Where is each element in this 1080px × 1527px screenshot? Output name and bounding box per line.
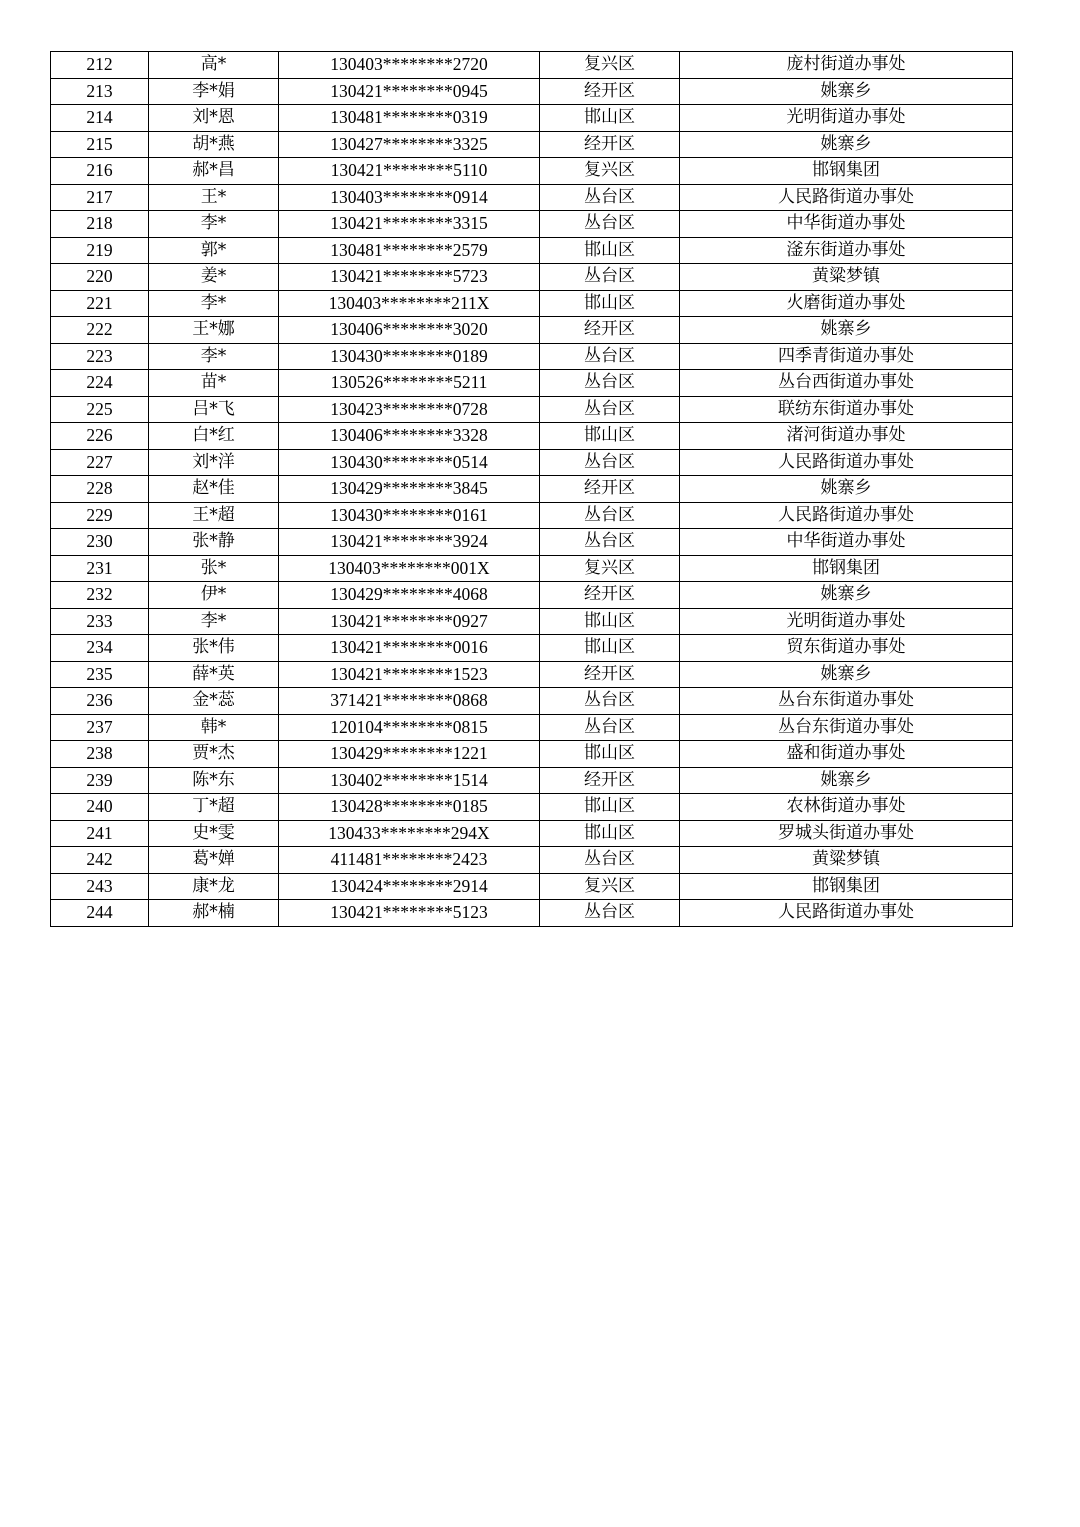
district-cell: 经开区 — [540, 78, 680, 105]
id-number-cell: 130421********5123 — [279, 900, 540, 927]
district-cell: 丛台区 — [540, 396, 680, 423]
unit-cell: 罗城头街道办事处 — [680, 820, 1013, 847]
unit-cell: 姚寨乡 — [680, 582, 1013, 609]
row-number-cell: 242 — [51, 847, 149, 874]
district-cell: 邯山区 — [540, 423, 680, 450]
district-cell: 丛台区 — [540, 529, 680, 556]
name-cell: 史*雯 — [149, 820, 279, 847]
id-number-cell: 130402********1514 — [279, 767, 540, 794]
id-number-cell: 130427********3325 — [279, 131, 540, 158]
id-number-cell: 130406********3020 — [279, 317, 540, 344]
row-number-cell: 215 — [51, 131, 149, 158]
unit-cell: 光明街道办事处 — [680, 105, 1013, 132]
table-row — [51, 688, 1013, 715]
district-cell: 邯山区 — [540, 105, 680, 132]
name-cell: 王*娜 — [149, 317, 279, 344]
table-row — [51, 582, 1013, 609]
unit-cell: 邯钢集团 — [680, 873, 1013, 900]
id-number-cell: 130481********2579 — [279, 237, 540, 264]
id-number-cell: 130403********211X — [279, 290, 540, 317]
row-number-cell: 220 — [51, 264, 149, 291]
unit-cell: 滏东街道办事处 — [680, 237, 1013, 264]
name-cell: 薛*英 — [149, 661, 279, 688]
row-number-cell: 222 — [51, 317, 149, 344]
table-row — [51, 158, 1013, 185]
row-number-cell: 219 — [51, 237, 149, 264]
id-number-cell: 130429********4068 — [279, 582, 540, 609]
table-row — [51, 370, 1013, 397]
district-cell: 丛台区 — [540, 211, 680, 238]
roster-table — [50, 51, 1013, 927]
district-cell: 丛台区 — [540, 370, 680, 397]
unit-cell: 姚寨乡 — [680, 78, 1013, 105]
id-number-cell: 371421********0868 — [279, 688, 540, 715]
name-cell: 李* — [149, 211, 279, 238]
district-cell: 复兴区 — [540, 52, 680, 79]
district-cell: 邯山区 — [540, 820, 680, 847]
unit-cell: 邯钢集团 — [680, 158, 1013, 185]
name-cell: 姜* — [149, 264, 279, 291]
id-number-cell: 130429********1221 — [279, 741, 540, 768]
row-number-cell: 240 — [51, 794, 149, 821]
unit-cell: 人民路街道办事处 — [680, 900, 1013, 927]
unit-cell: 人民路街道办事处 — [680, 502, 1013, 529]
name-cell: 李* — [149, 343, 279, 370]
district-cell: 丛台区 — [540, 184, 680, 211]
unit-cell: 丛台西街道办事处 — [680, 370, 1013, 397]
district-cell: 邯山区 — [540, 290, 680, 317]
row-number-cell: 226 — [51, 423, 149, 450]
name-cell: 郝*楠 — [149, 900, 279, 927]
name-cell: 刘*恩 — [149, 105, 279, 132]
unit-cell: 中华街道办事处 — [680, 211, 1013, 238]
name-cell: 张* — [149, 555, 279, 582]
table-row — [51, 635, 1013, 662]
table-row — [51, 608, 1013, 635]
name-cell: 张*静 — [149, 529, 279, 556]
table-row — [51, 529, 1013, 556]
table-row — [51, 476, 1013, 503]
id-number-cell: 130403********2720 — [279, 52, 540, 79]
row-number-cell: 236 — [51, 688, 149, 715]
name-cell: 康*龙 — [149, 873, 279, 900]
district-cell: 丛台区 — [540, 502, 680, 529]
roster-table-body — [51, 52, 1013, 927]
name-cell: 李*娟 — [149, 78, 279, 105]
district-cell: 丛台区 — [540, 900, 680, 927]
name-cell: 赵*佳 — [149, 476, 279, 503]
table-row — [51, 714, 1013, 741]
district-cell: 丛台区 — [540, 714, 680, 741]
id-number-cell: 130421********0927 — [279, 608, 540, 635]
district-cell: 邯山区 — [540, 794, 680, 821]
row-number-cell: 216 — [51, 158, 149, 185]
unit-cell: 姚寨乡 — [680, 476, 1013, 503]
table-row — [51, 343, 1013, 370]
district-cell: 复兴区 — [540, 873, 680, 900]
table-row — [51, 184, 1013, 211]
district-cell: 丛台区 — [540, 343, 680, 370]
unit-cell: 黄粱梦镇 — [680, 847, 1013, 874]
district-cell: 经开区 — [540, 317, 680, 344]
unit-cell: 姚寨乡 — [680, 131, 1013, 158]
row-number-cell: 223 — [51, 343, 149, 370]
row-number-cell: 241 — [51, 820, 149, 847]
unit-cell: 人民路街道办事处 — [680, 449, 1013, 476]
row-number-cell: 228 — [51, 476, 149, 503]
unit-cell: 农林街道办事处 — [680, 794, 1013, 821]
id-number-cell: 130428********0185 — [279, 794, 540, 821]
name-cell: 李* — [149, 290, 279, 317]
id-number-cell: 130481********0319 — [279, 105, 540, 132]
row-number-cell: 224 — [51, 370, 149, 397]
row-number-cell: 217 — [51, 184, 149, 211]
id-number-cell: 130421********0016 — [279, 635, 540, 662]
table-row — [51, 211, 1013, 238]
row-number-cell: 229 — [51, 502, 149, 529]
district-cell: 丛台区 — [540, 688, 680, 715]
unit-cell: 中华街道办事处 — [680, 529, 1013, 556]
table-row — [51, 317, 1013, 344]
district-cell: 经开区 — [540, 767, 680, 794]
id-number-cell: 130430********0161 — [279, 502, 540, 529]
row-number-cell: 227 — [51, 449, 149, 476]
name-cell: 苗* — [149, 370, 279, 397]
name-cell: 吕*飞 — [149, 396, 279, 423]
row-number-cell: 243 — [51, 873, 149, 900]
row-number-cell: 230 — [51, 529, 149, 556]
name-cell: 郭* — [149, 237, 279, 264]
district-cell: 丛台区 — [540, 449, 680, 476]
district-cell: 经开区 — [540, 582, 680, 609]
id-number-cell: 130403********001X — [279, 555, 540, 582]
row-number-cell: 234 — [51, 635, 149, 662]
name-cell: 王*超 — [149, 502, 279, 529]
unit-cell: 姚寨乡 — [680, 767, 1013, 794]
name-cell: 金*蕊 — [149, 688, 279, 715]
name-cell: 胡*燕 — [149, 131, 279, 158]
table-row — [51, 264, 1013, 291]
name-cell: 郝*昌 — [149, 158, 279, 185]
district-cell: 复兴区 — [540, 158, 680, 185]
unit-cell: 光明街道办事处 — [680, 608, 1013, 635]
id-number-cell: 411481********2423 — [279, 847, 540, 874]
table-row — [51, 78, 1013, 105]
name-cell: 刘*洋 — [149, 449, 279, 476]
name-cell: 贾*杰 — [149, 741, 279, 768]
row-number-cell: 218 — [51, 211, 149, 238]
unit-cell: 联纺东街道办事处 — [680, 396, 1013, 423]
row-number-cell: 221 — [51, 290, 149, 317]
row-number-cell: 239 — [51, 767, 149, 794]
district-cell: 邯山区 — [540, 237, 680, 264]
unit-cell: 盛和街道办事处 — [680, 741, 1013, 768]
row-number-cell: 214 — [51, 105, 149, 132]
table-row — [51, 741, 1013, 768]
unit-cell: 姚寨乡 — [680, 661, 1013, 688]
row-number-cell: 238 — [51, 741, 149, 768]
id-number-cell: 130421********1523 — [279, 661, 540, 688]
table-row — [51, 396, 1013, 423]
name-cell: 高* — [149, 52, 279, 79]
row-number-cell: 212 — [51, 52, 149, 79]
district-cell: 邯山区 — [540, 741, 680, 768]
name-cell: 丁*超 — [149, 794, 279, 821]
unit-cell: 渚河街道办事处 — [680, 423, 1013, 450]
row-number-cell: 237 — [51, 714, 149, 741]
table-row — [51, 873, 1013, 900]
unit-cell: 邯钢集团 — [680, 555, 1013, 582]
district-cell: 丛台区 — [540, 847, 680, 874]
row-number-cell: 231 — [51, 555, 149, 582]
table-row — [51, 555, 1013, 582]
unit-cell: 四季青街道办事处 — [680, 343, 1013, 370]
table-row — [51, 290, 1013, 317]
id-number-cell: 130429********3845 — [279, 476, 540, 503]
name-cell: 韩* — [149, 714, 279, 741]
table-row — [51, 794, 1013, 821]
table-row — [51, 661, 1013, 688]
unit-cell: 火磨街道办事处 — [680, 290, 1013, 317]
district-cell: 邯山区 — [540, 608, 680, 635]
id-number-cell: 130430********0189 — [279, 343, 540, 370]
row-number-cell: 225 — [51, 396, 149, 423]
id-number-cell: 130421********5723 — [279, 264, 540, 291]
table-row — [51, 502, 1013, 529]
table-row — [51, 449, 1013, 476]
table-row — [51, 847, 1013, 874]
name-cell: 陈*东 — [149, 767, 279, 794]
id-number-cell: 120104********0815 — [279, 714, 540, 741]
id-number-cell: 130421********5110 — [279, 158, 540, 185]
table-row — [51, 423, 1013, 450]
id-number-cell: 130424********2914 — [279, 873, 540, 900]
unit-cell: 庞村街道办事处 — [680, 52, 1013, 79]
unit-cell: 人民路街道办事处 — [680, 184, 1013, 211]
id-number-cell: 130526********5211 — [279, 370, 540, 397]
district-cell: 经开区 — [540, 661, 680, 688]
id-number-cell: 130403********0914 — [279, 184, 540, 211]
name-cell: 葛*婵 — [149, 847, 279, 874]
table-row — [51, 52, 1013, 79]
name-cell: 伊* — [149, 582, 279, 609]
id-number-cell: 130421********0945 — [279, 78, 540, 105]
id-number-cell: 130421********3924 — [279, 529, 540, 556]
row-number-cell: 244 — [51, 900, 149, 927]
unit-cell: 姚寨乡 — [680, 317, 1013, 344]
table-row — [51, 820, 1013, 847]
district-cell: 经开区 — [540, 476, 680, 503]
district-cell: 复兴区 — [540, 555, 680, 582]
table-row — [51, 237, 1013, 264]
unit-cell: 丛台东街道办事处 — [680, 688, 1013, 715]
unit-cell: 贸东街道办事处 — [680, 635, 1013, 662]
row-number-cell: 232 — [51, 582, 149, 609]
name-cell: 白*红 — [149, 423, 279, 450]
table-row — [51, 105, 1013, 132]
unit-cell: 黄粱梦镇 — [680, 264, 1013, 291]
unit-cell: 丛台东街道办事处 — [680, 714, 1013, 741]
row-number-cell: 233 — [51, 608, 149, 635]
table-row — [51, 900, 1013, 927]
row-number-cell: 235 — [51, 661, 149, 688]
district-cell: 丛台区 — [540, 264, 680, 291]
id-number-cell: 130421********3315 — [279, 211, 540, 238]
id-number-cell: 130406********3328 — [279, 423, 540, 450]
district-cell: 经开区 — [540, 131, 680, 158]
name-cell: 李* — [149, 608, 279, 635]
name-cell: 张*伟 — [149, 635, 279, 662]
id-number-cell: 130430********0514 — [279, 449, 540, 476]
name-cell: 王* — [149, 184, 279, 211]
table-row — [51, 131, 1013, 158]
id-number-cell: 130433********294X — [279, 820, 540, 847]
district-cell: 邯山区 — [540, 635, 680, 662]
row-number-cell: 213 — [51, 78, 149, 105]
id-number-cell: 130423********0728 — [279, 396, 540, 423]
table-row — [51, 767, 1013, 794]
